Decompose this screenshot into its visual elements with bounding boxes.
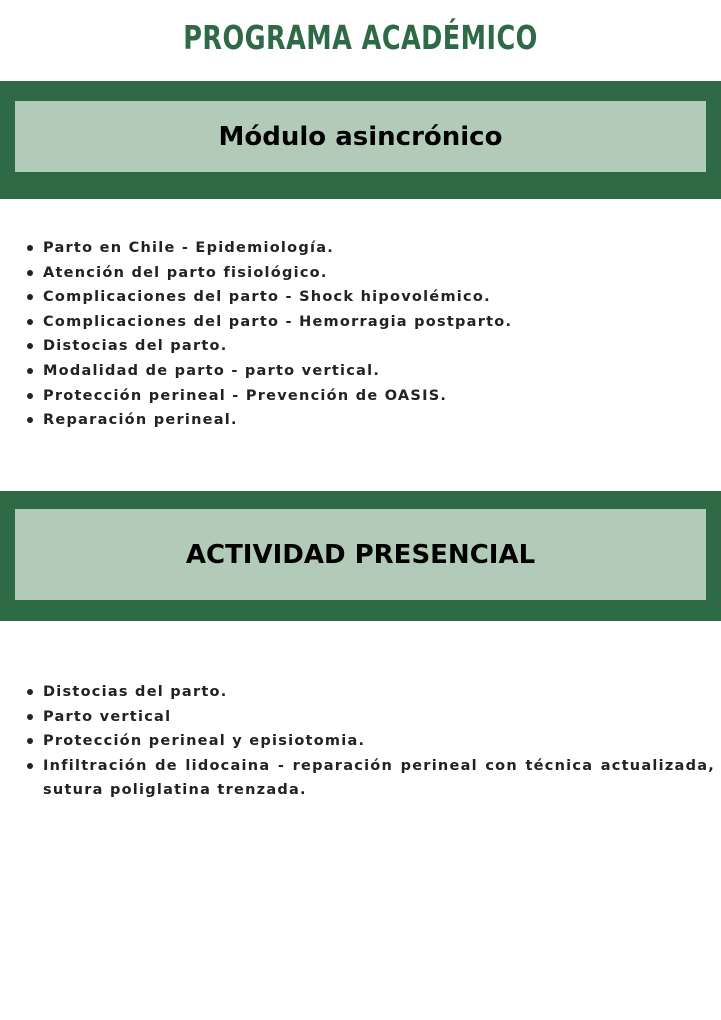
page-title: PROGRAMA ACADÉMICO — [183, 18, 538, 57]
section-heading-presencial: ACTIVIDAD PRESENCIAL — [185, 539, 536, 570]
list-item: Distocias del parto. — [43, 334, 715, 359]
list-item: Atención del parto fisiológico. — [43, 261, 715, 286]
list-item: Protección perineal - Prevención de OASIS. — [43, 384, 715, 409]
section-header-asincronico — [0, 81, 721, 199]
list-item: Reparación perineal. — [43, 408, 715, 433]
list-item: Modalidad de parto - parto vertical. — [43, 359, 715, 384]
topic-list-asincronico — [43, 236, 715, 433]
topic-list-presencial — [43, 680, 715, 803]
list-item: Complicaciones del parto - Shock hipovolémico. — [43, 285, 715, 310]
list-item: Parto en Chile - Epidemiología. — [43, 236, 715, 261]
list-item: Parto vertical — [43, 705, 715, 730]
list-item: Protección perineal y episiotomia. — [43, 729, 715, 754]
list-item: Infiltración de lidocaina - reparación perineal con técnica actualizada, sutura poliglatina trenzada. — [43, 754, 715, 803]
section-header-panel — [15, 101, 706, 172]
list-item: Distocias del parto. — [43, 680, 715, 705]
list-item: Complicaciones del parto - Hemorragia postparto. — [43, 310, 715, 335]
section-header-presencial — [0, 491, 721, 621]
section-header-panel — [15, 509, 706, 600]
section-heading-asincronico: Módulo asincrónico — [218, 121, 503, 152]
